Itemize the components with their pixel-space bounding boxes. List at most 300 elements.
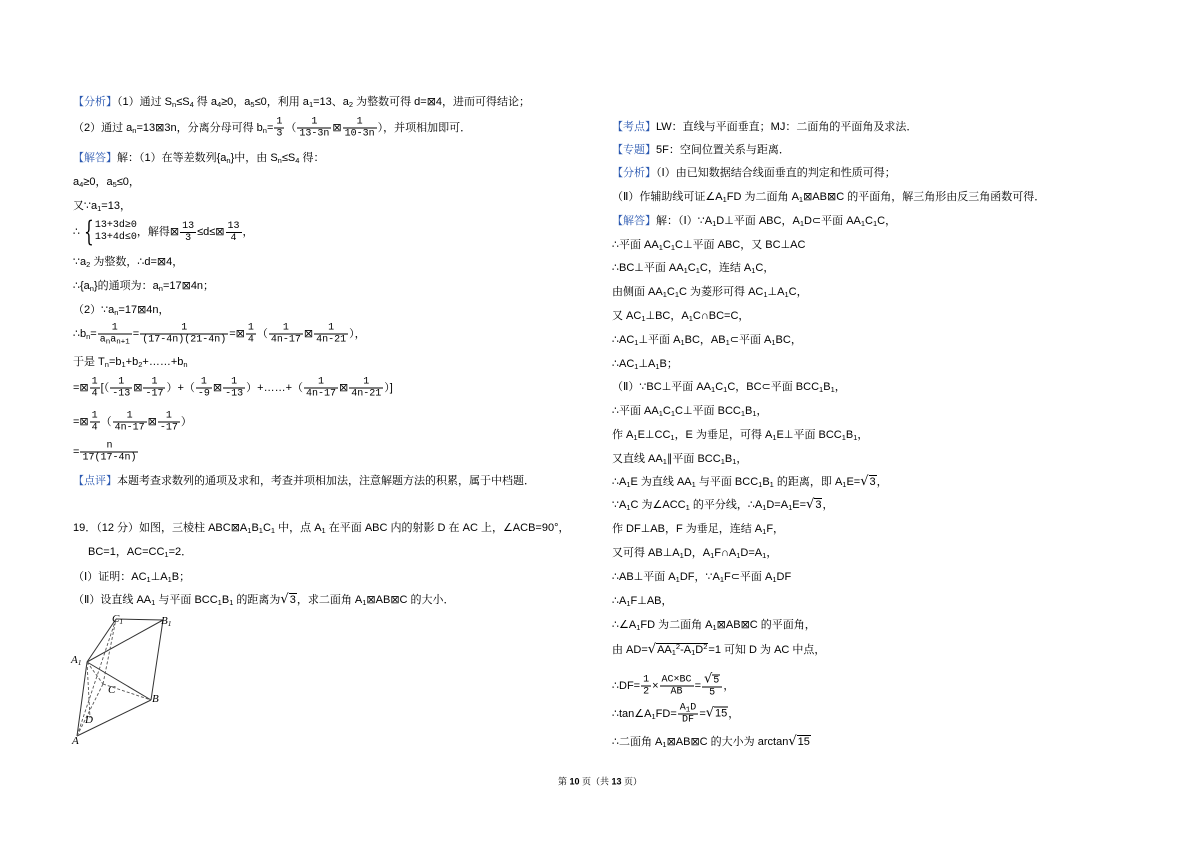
final-answer-line xyxy=(612,735,811,749)
subscript: 1 xyxy=(842,480,847,489)
denominator xyxy=(90,422,100,434)
tn-telescoped-line xyxy=(73,411,192,434)
denominator xyxy=(90,388,100,400)
text-run: 5F：空间位置关系与距离． xyxy=(656,144,790,156)
subscript: 1 xyxy=(634,362,639,371)
fraction xyxy=(110,377,132,400)
text-run: ∵a xyxy=(73,256,87,268)
text-run: 页） xyxy=(621,776,643,787)
fraction xyxy=(196,377,212,400)
vertex-label-a xyxy=(72,735,79,747)
text-run: B xyxy=(823,381,831,393)
square-root xyxy=(704,671,720,687)
tn-result-line xyxy=(73,441,139,464)
text-run: 1 xyxy=(111,322,118,334)
text-run: C，BC⊂平面 BCC xyxy=(727,381,820,393)
subscript: 1 xyxy=(688,314,693,323)
text-run: F⊥AB， xyxy=(630,595,673,607)
text-run: 17(17-4n) xyxy=(82,452,137,464)
subscript: 1 xyxy=(641,314,646,323)
text-run: 2 xyxy=(643,686,650,698)
denominator xyxy=(110,388,132,400)
subscript: 1 xyxy=(674,290,680,299)
proof-step-line xyxy=(612,643,825,657)
text-run: +……+b xyxy=(142,356,184,368)
proof-step-line xyxy=(612,498,833,512)
text-run: =13、a xyxy=(313,96,349,108)
numerator xyxy=(660,675,694,686)
fraction xyxy=(269,323,303,346)
subscript: 1 xyxy=(788,503,793,512)
text-run: 13+3d≥0 xyxy=(94,220,137,231)
problem-19-statement-line xyxy=(73,521,569,535)
text-run: 为整数，∴d=⊠4， xyxy=(90,256,184,268)
text-run: = xyxy=(90,327,97,340)
subscript: 1 xyxy=(662,290,667,299)
text-run: ∴二面角 A xyxy=(612,736,663,748)
text-run: ∴A xyxy=(612,476,627,488)
text-run: E= xyxy=(792,499,807,511)
text-run: ）， xyxy=(349,327,366,340)
text-run: D xyxy=(85,714,93,726)
text-run: ∥平面 BCC xyxy=(666,453,721,465)
subscript: 1 xyxy=(712,623,717,632)
fraction xyxy=(660,675,694,698)
subscript: 1 xyxy=(732,457,737,466)
numerator xyxy=(678,703,699,714)
subscript: 1 xyxy=(830,385,835,394)
fraction xyxy=(641,675,651,698)
text-run: 由 AD= xyxy=(612,644,648,656)
fraction xyxy=(158,411,180,434)
radical-sign-icon: √ xyxy=(704,671,713,687)
subscript: 1 xyxy=(662,740,667,749)
text-run: ，E 为垂足，可得 A xyxy=(674,429,773,441)
text-run: -17 xyxy=(159,422,178,434)
subscript: 1 xyxy=(695,266,700,275)
text-run: ∵A xyxy=(612,499,627,511)
dashed-edge-a1-c xyxy=(87,662,103,684)
subscript: n+1 xyxy=(116,338,130,347)
radicand xyxy=(712,675,720,687)
text-run: C xyxy=(687,262,696,274)
subscript: 1 xyxy=(719,575,724,584)
text-run: ， xyxy=(756,405,768,417)
text-run: 又∵a xyxy=(73,200,98,212)
numerator xyxy=(641,675,651,686)
subscript: 1 xyxy=(772,433,777,442)
subscript: 1 xyxy=(77,658,82,667)
section-tag: 【解答】 xyxy=(73,152,117,164)
section-tag: 【分析】 xyxy=(612,167,656,179)
proof-step-line xyxy=(612,570,791,584)
text-run: 本题考查求数列的通项及求和，考查并项相加法，注意解题方法的积累，属于中档题． xyxy=(117,475,535,487)
text-run: 在平面 ABC 内的射影 D 在 AC 上，∠ACB=90°， xyxy=(325,522,570,534)
text-run: B xyxy=(845,429,854,441)
text-run: 5 xyxy=(713,675,720,687)
text-run: DF xyxy=(776,571,792,583)
text-run: 13 xyxy=(227,220,240,232)
vertex-label-c1 xyxy=(112,613,123,625)
subscript: 1 xyxy=(119,617,124,626)
numerator xyxy=(110,377,132,388)
subscript: 1 xyxy=(321,526,326,535)
review-line xyxy=(73,474,535,488)
denominator xyxy=(98,334,132,346)
subscript: 1 xyxy=(167,575,172,584)
subscript: 1 xyxy=(691,648,696,657)
fraction xyxy=(223,377,245,400)
subscript: 1 xyxy=(691,480,696,489)
text-run: （1）通过 S xyxy=(117,96,173,108)
text-run: E⊥平面 BCC xyxy=(776,429,842,441)
text-run: ≤S xyxy=(176,96,190,108)
proof-step-line xyxy=(612,357,678,371)
proof-step-line xyxy=(612,428,868,442)
text-run: ⊥平面 A xyxy=(638,334,681,346)
topic-line xyxy=(612,143,790,157)
tn-sum-line xyxy=(73,355,188,369)
fraction xyxy=(702,671,722,699)
text-run: ≥0，a xyxy=(221,96,251,108)
text-run: FD 为二面角 A xyxy=(640,619,713,631)
text-run: C xyxy=(112,613,120,625)
subscript: 1 xyxy=(685,503,690,512)
subscript: 1 xyxy=(658,243,663,252)
radicand xyxy=(289,593,297,606)
subscript: n xyxy=(114,308,119,317)
numerator xyxy=(143,377,165,388)
square-root xyxy=(280,594,296,606)
subscript: 1 xyxy=(229,598,234,607)
text-run: （ xyxy=(285,121,297,134)
proof-step-line xyxy=(612,261,774,275)
text-run: 13-3n xyxy=(299,128,330,140)
subscript: 1 xyxy=(819,385,824,394)
text-run: ⊥BC，A xyxy=(645,310,689,322)
text-run: ， xyxy=(876,476,888,488)
numerator xyxy=(246,323,256,334)
edge-b1-b xyxy=(151,620,163,700)
vertex-label-c xyxy=(108,684,115,696)
subscript: 1 xyxy=(662,457,667,466)
text-run: 3 xyxy=(289,594,296,606)
knowledge-point-line xyxy=(612,120,917,134)
text-run: FD= xyxy=(655,707,677,720)
radical-sign-icon: √ xyxy=(788,734,797,749)
text-run: ⊠ xyxy=(133,381,143,394)
text-run: 4 xyxy=(247,334,254,346)
text-run: ） xyxy=(180,415,192,428)
text-run: 中，点 A xyxy=(275,522,322,534)
problem-19-part1-line xyxy=(73,570,190,584)
text-run: E 为直线 AA xyxy=(630,476,692,488)
solution-heading-line xyxy=(612,214,896,228)
subscript: 1 xyxy=(762,551,767,560)
text-run: [（ xyxy=(100,381,110,394)
text-run: ∴{a xyxy=(73,280,90,292)
text-run: -A xyxy=(680,644,692,656)
subscript: 1 xyxy=(151,598,156,607)
proof-step-line xyxy=(612,594,673,608)
text-run: 1 xyxy=(231,376,238,388)
text-run: 页（共 xyxy=(579,776,612,787)
proof-step-line xyxy=(612,380,846,394)
text-run: 4n-17 xyxy=(306,388,337,400)
square-root xyxy=(860,476,876,488)
subscript: 1 xyxy=(146,575,151,584)
subscript: 1 xyxy=(626,480,631,489)
analysis-part2-line xyxy=(612,190,1045,204)
text-run: 1 xyxy=(126,410,133,422)
text-run: 19．（12 分）如图，三棱柱 ABC⊠A xyxy=(73,522,248,534)
fraction xyxy=(314,323,348,346)
fraction xyxy=(90,411,100,434)
subscript: 1 xyxy=(710,551,715,560)
denominator xyxy=(226,232,242,244)
subscript: 1 xyxy=(680,338,685,347)
subscript: 1 xyxy=(636,623,641,632)
subscript: 1 xyxy=(670,409,676,418)
analysis-part1-line xyxy=(73,95,530,109)
text-run: 1 xyxy=(311,116,318,128)
subscript: n xyxy=(262,125,267,135)
radicand xyxy=(656,643,708,656)
denominator xyxy=(223,388,245,400)
fraction xyxy=(304,377,338,400)
subscript: n xyxy=(158,284,163,293)
text-run: ， xyxy=(822,499,834,511)
denominator xyxy=(140,334,228,346)
fraction xyxy=(180,221,196,244)
text-run: D=A xyxy=(766,499,789,511)
text-run: C 为∠ACC xyxy=(630,499,686,511)
subscript: n xyxy=(104,360,109,369)
subscript: n xyxy=(226,156,231,165)
numerator xyxy=(113,411,147,422)
numerator xyxy=(343,117,377,128)
vertex-label-a1 xyxy=(71,654,81,666)
text-run: C∩BC=C， xyxy=(692,310,750,322)
subscript: 1 xyxy=(164,550,169,559)
denominator xyxy=(349,388,383,400)
text-run: C⊥平面 BCC xyxy=(675,405,741,417)
subscript: 1 xyxy=(722,195,727,204)
system-row xyxy=(95,232,137,244)
text-run: ⊥A xyxy=(150,571,168,583)
text-run: （Ⅱ）设直线 AA xyxy=(73,594,152,606)
denominator xyxy=(246,334,256,346)
text-run: 15 xyxy=(715,707,728,720)
subscript: 1 xyxy=(658,409,663,418)
subscript: 1 xyxy=(651,711,656,721)
text-run: 由侧面 AA xyxy=(612,286,663,298)
edge-a1-c1 xyxy=(87,619,116,662)
fraction xyxy=(343,117,377,140)
text-run: ， xyxy=(834,381,846,393)
denominator xyxy=(314,334,348,346)
text-run: 5 xyxy=(709,687,716,699)
denominator xyxy=(143,388,165,400)
text-run: =17⊠4n； xyxy=(162,280,215,292)
text-run: C xyxy=(662,239,671,251)
text-run: C， xyxy=(877,215,897,227)
numerator xyxy=(269,323,303,334)
text-run: = xyxy=(132,327,140,340)
text-run: C xyxy=(108,684,116,696)
proof-step-line xyxy=(612,285,808,299)
dashed-edge-a-c1 xyxy=(77,619,116,736)
text-run: ∴∠A xyxy=(612,619,637,631)
text-run: 1 xyxy=(247,322,254,334)
subscript: n xyxy=(277,156,282,165)
subscript: 1 xyxy=(752,409,757,418)
subscript: 2 xyxy=(138,360,143,369)
proof-step-line xyxy=(612,404,768,418)
section-tag: 【分析】 xyxy=(73,96,117,108)
text-run: ≤0，利用 a xyxy=(254,96,309,108)
text-run: =2． xyxy=(168,546,193,558)
text-run: （Ⅱ）∵BC⊥平面 AA xyxy=(612,381,712,393)
text-run: =⊠ xyxy=(73,381,89,394)
subscript: 1 xyxy=(655,362,660,371)
text-run: 得 a xyxy=(193,96,217,108)
denominator xyxy=(113,422,147,434)
fraction xyxy=(143,377,165,400)
numerator xyxy=(80,441,138,452)
text-run: ）] xyxy=(384,381,393,394)
text-run: 1 xyxy=(356,116,363,128)
bold-number: 13 xyxy=(611,776,622,787)
subscript: 1 xyxy=(308,100,314,109)
solution-line-a1 xyxy=(73,199,131,213)
text-run: B xyxy=(152,693,159,705)
text-run: （ xyxy=(256,327,268,340)
text-run: D=A xyxy=(740,547,763,559)
text-run: AC×BC xyxy=(661,674,692,686)
text-run: 的距离，即 A xyxy=(773,476,843,488)
solution-line-a4-a5 xyxy=(73,175,140,189)
text-run: ， xyxy=(857,429,869,441)
text-run: E= xyxy=(846,476,861,488)
subscript: n xyxy=(172,100,177,109)
subscript: 1 xyxy=(762,527,767,536)
text-run: ∴平面 AA xyxy=(612,239,659,251)
subscript: 1 xyxy=(712,219,717,228)
subscript: 1 xyxy=(720,457,725,466)
numerator xyxy=(90,377,100,388)
left-brace-icon: { xyxy=(84,215,94,248)
subscript: 1 xyxy=(860,219,866,228)
subscript: 1 xyxy=(762,503,767,512)
subscript: 1 xyxy=(772,575,777,584)
text-run: 1 xyxy=(363,376,370,388)
text-run: 1 xyxy=(181,322,188,334)
text-run: -17 xyxy=(145,388,164,400)
proof-step-line xyxy=(612,671,735,699)
subscript: 5 xyxy=(112,180,117,189)
text-run: a xyxy=(99,334,106,346)
text-run: 1 xyxy=(151,376,158,388)
text-run: 作 A xyxy=(612,429,634,441)
text-run: ∴BC⊥平面 AA xyxy=(612,262,684,274)
fraction xyxy=(226,221,242,244)
text-run: ∴AB⊥平面 A xyxy=(612,571,676,583)
text-run: 1 xyxy=(643,674,650,686)
numerator xyxy=(304,377,338,388)
text-run: D⊂平面 AA xyxy=(803,215,861,227)
text-run: C， xyxy=(788,286,808,298)
text-run: ⊠AB⊠C 的平面角， xyxy=(716,619,816,631)
subscript: 1 xyxy=(683,266,688,275)
text-run: （Ⅱ）作辅助线可证∠A xyxy=(612,191,723,203)
text-run: 又 AC xyxy=(612,310,642,322)
text-run: ⊠ xyxy=(339,381,349,394)
fraction xyxy=(113,411,147,434)
text-run: A xyxy=(72,735,79,747)
proof-step-line xyxy=(612,546,777,560)
denominator xyxy=(158,422,180,434)
text-run: 13 xyxy=(182,220,195,232)
superscript: 2 xyxy=(675,642,681,651)
subscript: 1 xyxy=(723,385,728,394)
analysis-part1-line xyxy=(612,166,896,180)
text-run: D，A xyxy=(683,547,711,559)
subscript: 1 xyxy=(853,433,858,442)
text-run: （Ⅰ）由已知数据结合线面垂直的判定和性质可得； xyxy=(656,167,896,179)
subscript: 1 xyxy=(758,480,763,489)
text-run: D⊥平面 ABC，A xyxy=(716,215,800,227)
radicand xyxy=(797,735,811,748)
solution-line-d xyxy=(73,255,183,269)
denominator xyxy=(678,714,699,726)
text-run: C xyxy=(262,522,271,534)
text-run: 10-3n xyxy=(344,128,375,140)
text-run: ⊠ xyxy=(147,415,157,428)
solution-heading-line xyxy=(73,151,324,165)
text-run: a xyxy=(110,334,117,346)
subscript: n xyxy=(89,284,94,293)
text-run: B； xyxy=(659,358,678,370)
text-run: ⊂平面 A xyxy=(729,334,772,346)
proof-step-line xyxy=(612,618,816,632)
section-tag: 【解答】 xyxy=(612,215,656,227)
text-run: 于是 T xyxy=(73,356,105,368)
text-run: ， xyxy=(723,679,735,692)
text-run: ）+……+（ xyxy=(246,381,304,394)
denominator xyxy=(274,128,284,140)
text-run: -13 xyxy=(112,388,131,400)
text-run: 1 xyxy=(282,322,289,334)
text-run: 3 xyxy=(185,232,192,244)
text-run: 解：（1）在等差数列{a xyxy=(117,152,227,164)
fraction xyxy=(349,377,383,400)
square-root xyxy=(788,736,811,748)
text-run: ⊠ xyxy=(332,121,342,134)
denominator xyxy=(269,334,303,346)
subscript: 1 xyxy=(798,195,804,204)
text-run: 解：（Ⅰ）∵A xyxy=(656,215,713,227)
text-run: }的通项为：a xyxy=(93,280,159,292)
text-run: B xyxy=(745,405,753,417)
subscript: 1 xyxy=(711,385,716,394)
text-run: 4 xyxy=(91,422,98,434)
subscript: 1 xyxy=(685,706,691,715)
text-run: ⊠ xyxy=(303,327,314,340)
text-run: ）+（ xyxy=(166,381,195,394)
text-run: ⊠AB⊠C 的大小． xyxy=(366,594,455,606)
tn-expanded-line xyxy=(73,377,393,400)
